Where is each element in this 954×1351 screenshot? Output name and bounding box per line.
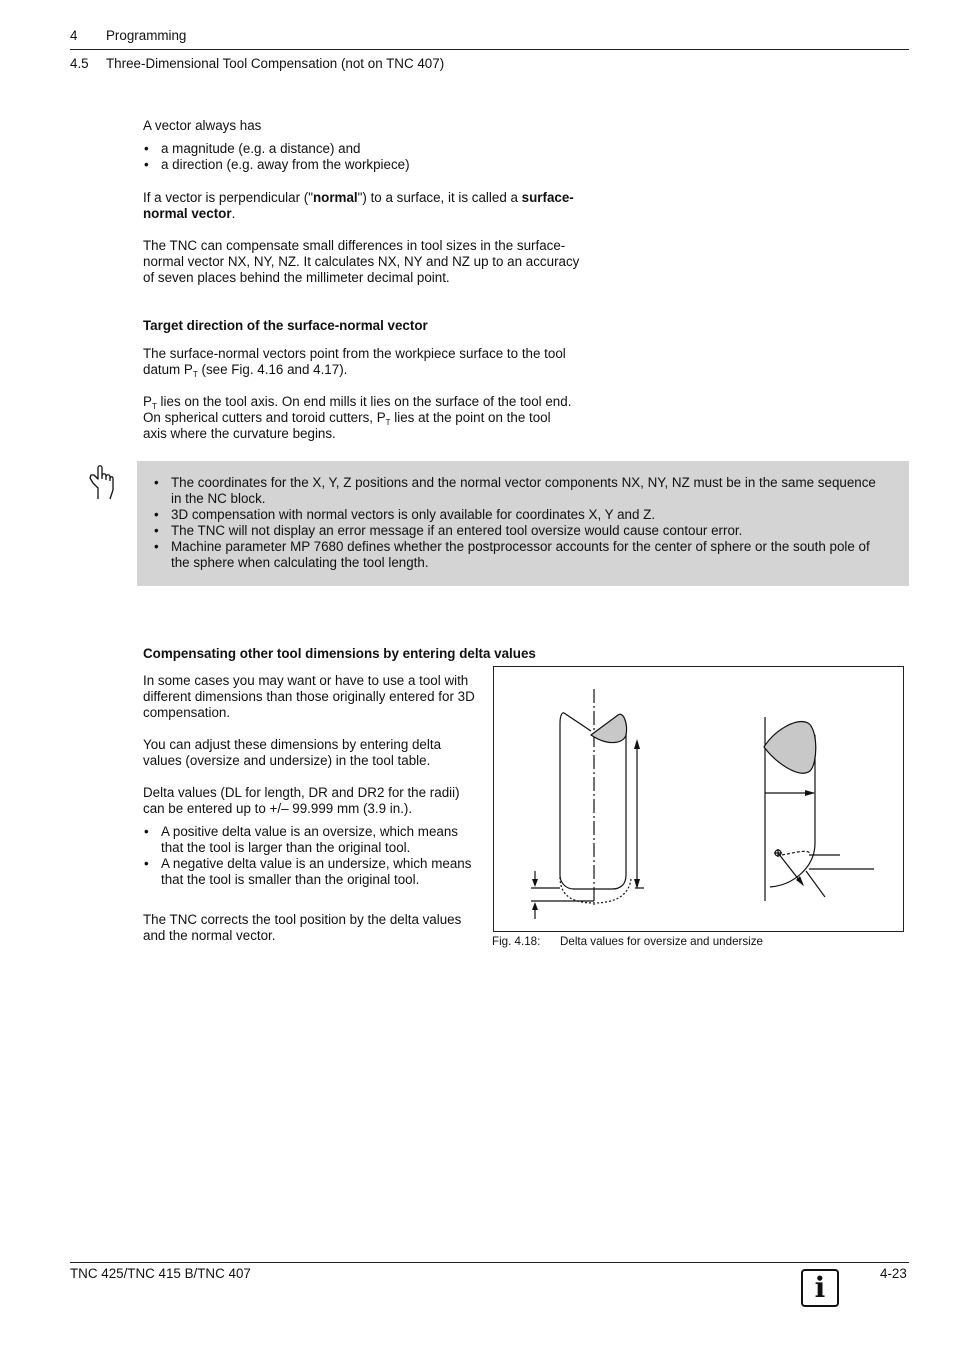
footer-product: TNC 425/TNC 415 B/TNC 407 — [70, 1266, 251, 1281]
figure-frame — [493, 666, 904, 932]
footer-rule — [70, 1262, 909, 1263]
subscript: T — [192, 370, 198, 379]
text-run: . — [231, 206, 236, 221]
text-run: ") to a surface, it is called a — [357, 190, 522, 205]
list-item: • The TNC will not display an error message if an entered tool oversize would cause contour error. — [153, 523, 888, 539]
figure-caption — [492, 934, 763, 950]
chapter-header — [70, 28, 186, 44]
list-item: • Machine parameter MP 7680 defines whether the postprocessor accounts for the center of sphere or the south pole of the sphere when calculating the tool length. — [153, 539, 888, 571]
heading-text: Target direction of the surface-normal vector — [143, 318, 428, 333]
paragraph: You can adjust these dimensions by entering delta values (oversize and undersize) in the tool table. — [143, 737, 442, 768]
arrowhead-delta-up — [532, 902, 538, 910]
delta-bullet-list — [143, 824, 479, 888]
arrowhead-delta-down — [532, 879, 538, 887]
text-run: (see Fig. 4.16 and 4.17). — [197, 362, 348, 377]
chapter-title: Programming — [106, 28, 187, 43]
text-line: The TNC can compensate small differences in tool sizes in the surface- — [143, 238, 566, 253]
header-rule — [70, 49, 909, 50]
section-number: 4.5 — [70, 56, 89, 71]
text-line: The surface-normal vectors point from the workpiece surface to the tool — [143, 346, 566, 361]
text-line — [143, 410, 643, 426]
note-box — [137, 461, 909, 586]
list-item: • The coordinates for the X, Y, Z positions and the normal vector components NX, NY, NZ must be in the same sequence in the NC block. — [153, 475, 888, 507]
caption-number: Fig. 4.18: — [492, 935, 541, 948]
list-item: • 3D compensation with normal vectors is only available for coordinates X, Y and Z. — [153, 507, 888, 523]
paragraph: In some cases you may want or have to use a tool with different dimensions than those originally entered for 3D compensation. — [143, 673, 475, 720]
text-line: normal vector NX, NY, NZ. It calculates NX, NY and NZ up to an accuracy — [143, 254, 580, 269]
list-item: • a magnitude (e.g. a distance) and — [143, 141, 633, 157]
subscript: T — [385, 418, 391, 427]
right-cutter-tip — [764, 722, 816, 774]
text-run: datum P — [143, 362, 193, 377]
info-glyph: i — [814, 1271, 826, 1304]
text-run: On spherical cutters and toroid cutters, P — [143, 410, 386, 425]
bold-term: normal — [312, 190, 358, 205]
text-run: P — [143, 394, 152, 409]
vector-has-text: A vector always has — [143, 118, 262, 133]
heading-text: Compensating other tool dimensions by entering delta values — [143, 646, 536, 661]
vector-intro — [143, 118, 633, 173]
bold-term: surface- — [521, 190, 574, 205]
list-item: • a direction (e.g. away from the workpiece) — [143, 157, 633, 173]
arrowhead-up — [634, 739, 640, 749]
left-cutter-tip — [591, 714, 627, 742]
delta-text-column — [143, 673, 479, 944]
text-run: lies on the tool axis. On end mills it lies on the surface of the tool end. — [156, 394, 572, 409]
vector-bullet-list — [143, 141, 633, 173]
note-bullet-list — [153, 475, 888, 571]
text-line — [143, 362, 643, 378]
text-run: If a vector is perpendicular (" — [143, 190, 313, 205]
delta-values-diagram — [494, 667, 903, 931]
caption-text: Delta values for oversize and undersize — [560, 935, 763, 948]
page-number: 4-23 — [880, 1266, 907, 1281]
subscript: T — [151, 402, 157, 411]
section-header — [70, 56, 444, 72]
arrowhead-right — [805, 790, 815, 796]
right-dashed-contour — [782, 851, 810, 855]
target-paragraph-2 — [143, 394, 643, 442]
paragraph: The TNC corrects the tool position by the delta values and the normal vector. — [143, 912, 462, 943]
chapter-number: 4 — [70, 28, 78, 43]
text-line: of seven places behind the millimeter decimal point. — [143, 270, 450, 285]
delta-heading — [143, 646, 536, 662]
text-run: lies at the point on the tool — [390, 410, 551, 425]
pointing-hand-icon — [86, 464, 116, 502]
bold-term: normal vector — [143, 206, 232, 221]
target-direction-heading — [143, 318, 428, 334]
list-item: • A positive delta value is an oversize, which means that the tool is larger than the original tool. — [143, 824, 479, 856]
paragraph: Delta values (DL for length, DR and DR2 for the radii) can be entered up to +/– 99.999 mm (3.9 in.). — [143, 785, 460, 816]
list-item: • A negative delta value is an undersize, which means that the tool is smaller than the original tool. — [143, 856, 479, 888]
text-line: axis where the curvature begins. — [143, 426, 336, 441]
tnc-accuracy-paragraph — [143, 238, 643, 286]
undersize-contour — [560, 877, 631, 903]
text-line — [143, 394, 643, 410]
target-paragraph-1 — [143, 346, 643, 378]
section-title: Three-Dimensional Tool Compensation (not on TNC 407) — [106, 56, 445, 71]
normal-vector-definition — [143, 190, 633, 222]
info-icon — [801, 1269, 839, 1307]
